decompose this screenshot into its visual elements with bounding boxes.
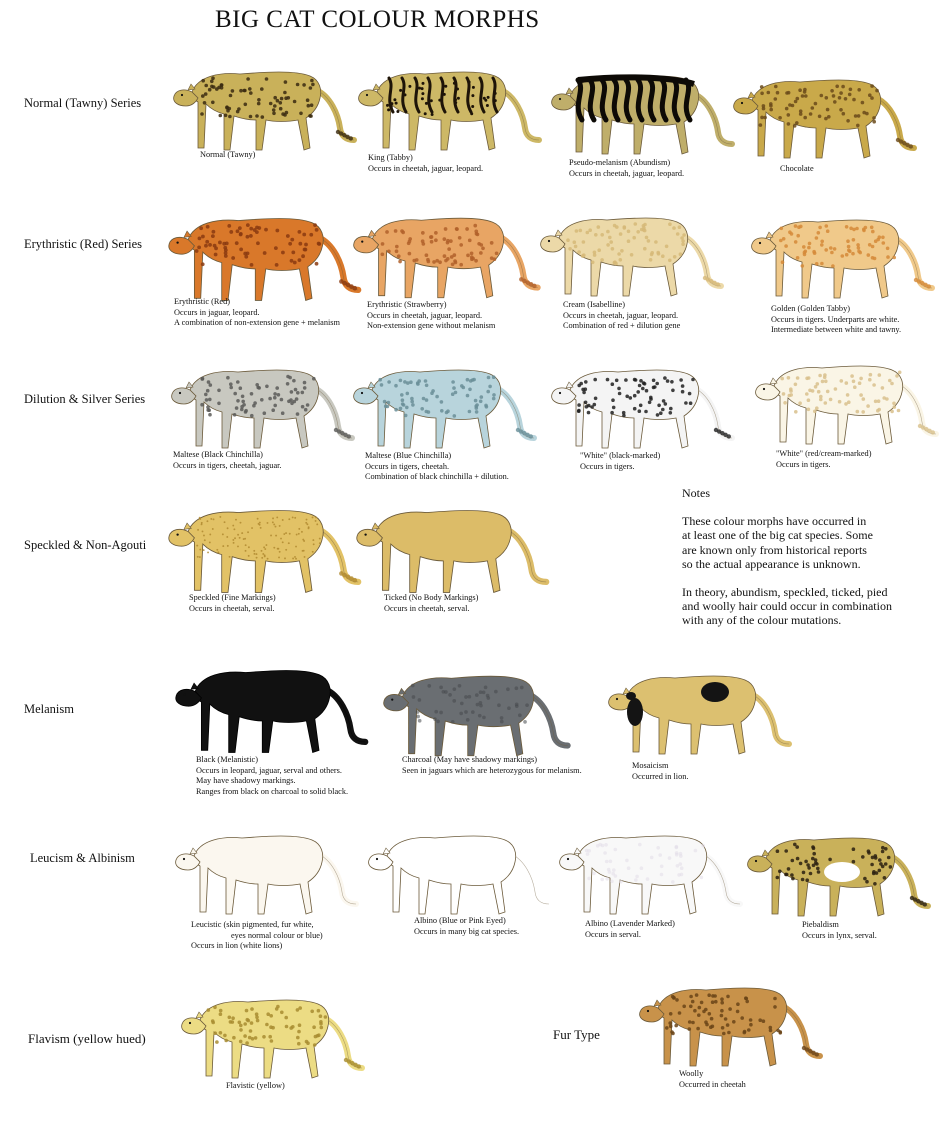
morph-note: Occurs in cheetah, jaguar, leopard. bbox=[563, 310, 679, 320]
morph-name: Normal (Tawny) bbox=[200, 150, 256, 159]
morph-name: King (Tabby) bbox=[368, 153, 413, 162]
morph-name: "White" (red/cream-marked) bbox=[776, 449, 872, 458]
morph-name: Albino (Blue or Pink Eyed) bbox=[414, 916, 506, 925]
morph-note: Occurs in cheetah, serval. bbox=[384, 603, 470, 613]
morph-note: Occurs in tigers. bbox=[580, 461, 635, 471]
cheetah-albino-lavender-icon bbox=[556, 826, 746, 918]
fur-type-label: Fur Type bbox=[553, 1027, 600, 1042]
cheetah-piebald-icon bbox=[744, 828, 934, 920]
morph-card bbox=[730, 70, 920, 162]
morph-name: Pseudo-melanism (Abundism) bbox=[569, 158, 671, 167]
row-label-dilution-series: Dilution & Silver Series bbox=[24, 392, 146, 406]
cheetah-cream-icon bbox=[537, 208, 727, 300]
morph-name: Chocolate bbox=[780, 164, 814, 173]
morph-note: May have shadowy markings. bbox=[196, 776, 296, 785]
morph-note: Combination of black chinchilla + dilution. bbox=[365, 472, 509, 481]
notes-block bbox=[682, 486, 892, 642]
morph-caption bbox=[580, 451, 660, 472]
morph-name: Maltese (Black Chinchilla) bbox=[173, 450, 263, 459]
notes-paragraph-2: In theory, abundism, speckled, ticked, pied and woolly hair could occur in combination with any of the colour mutations. bbox=[682, 585, 892, 628]
morph-caption bbox=[585, 919, 675, 940]
cheetah-erythristic-red-icon bbox=[165, 208, 365, 305]
morph-card bbox=[165, 500, 365, 597]
morph-caption bbox=[174, 297, 340, 329]
row-label-normal-series: Normal (Tawny) Series bbox=[24, 96, 142, 110]
notes-heading: Notes bbox=[682, 486, 710, 500]
morph-card bbox=[748, 210, 938, 302]
morph-caption bbox=[368, 153, 483, 174]
morph-name: Golden (Golden Tabby) bbox=[771, 304, 850, 313]
morph-caption bbox=[802, 920, 877, 941]
cheetah-charcoal-icon bbox=[380, 666, 574, 760]
cheetah-black-icon bbox=[172, 660, 372, 757]
morph-card bbox=[165, 208, 365, 305]
morph-card bbox=[752, 356, 940, 448]
lion-mosaic-icon bbox=[605, 666, 795, 758]
morph-note: Combination of red + dilution gene bbox=[563, 321, 681, 330]
lion-albino-icon bbox=[365, 826, 555, 918]
morph-card bbox=[355, 62, 545, 154]
morph-card bbox=[365, 826, 555, 918]
morph-card bbox=[170, 62, 360, 154]
cheetah-flavistic-icon bbox=[178, 990, 368, 1082]
morph-name: Cream (Isabelline) bbox=[563, 300, 625, 309]
row-label-melanism: Melanism bbox=[24, 702, 74, 716]
morph-caption bbox=[196, 755, 348, 797]
morph-name: Ticked (No Body Markings) bbox=[384, 593, 479, 602]
morph-caption bbox=[780, 164, 814, 175]
morph-caption bbox=[632, 761, 688, 782]
morph-caption bbox=[569, 158, 684, 179]
morph-note: Occurs in tigers. Underparts are white. bbox=[771, 314, 900, 324]
morph-caption bbox=[189, 593, 276, 614]
row-label-leucism-albinism: Leucism & Albinism bbox=[30, 851, 135, 865]
row-label-flavism: Flavism (yellow hued) bbox=[28, 1031, 146, 1046]
morph-name: Maltese (Blue Chinchilla) bbox=[365, 451, 452, 460]
cheetah-normal-icon bbox=[170, 62, 360, 154]
cheetah-strawberry-icon bbox=[350, 208, 544, 302]
notes-paragraph-1: These colour morphs have occurred in at least one of the big cat species. Some are known only from historical reports so the actual appearance is unknown. bbox=[682, 514, 873, 571]
morph-note: Occurs in cheetah, jaguar, leopard. bbox=[569, 168, 685, 178]
morph-name: "White" (black-marked) bbox=[580, 451, 661, 460]
morph-card bbox=[744, 828, 934, 920]
morph-card bbox=[168, 360, 358, 452]
row-label-speckled-series: Speckled & Non-Agouti bbox=[24, 538, 147, 552]
morph-caption bbox=[367, 300, 495, 332]
morph-note: Occurs in tigers, cheetah, jaguar. bbox=[173, 460, 282, 470]
morph-name: Flavistic (yellow) bbox=[226, 1081, 285, 1090]
morph-name: Leucistic (skin pigmented, fur white, bbox=[191, 920, 314, 929]
morph-name: Mosaicism bbox=[632, 761, 669, 770]
morph-caption bbox=[402, 755, 582, 776]
morph-note: Occurs in cheetah, jaguar, leopard. bbox=[368, 163, 484, 173]
morph-card bbox=[636, 978, 826, 1070]
morph-note: Intermediate between white and tawny. bbox=[771, 325, 902, 334]
cheetah-white-black-marked-icon bbox=[548, 360, 738, 452]
morph-note: Occurs in tigers. bbox=[776, 459, 831, 469]
morph-caption bbox=[679, 1069, 746, 1090]
morph-name: Albino (Lavender Marked) bbox=[585, 919, 675, 928]
cheetah-king-icon bbox=[355, 62, 545, 154]
lion-leucistic-icon bbox=[172, 826, 362, 918]
morph-caption bbox=[191, 920, 323, 952]
cheetah-white-cream-marked-icon bbox=[752, 356, 940, 448]
morph-note: Occurs in many big cat species. bbox=[414, 926, 520, 936]
cheetah-maltese-blue-icon bbox=[350, 360, 540, 452]
page-title: BIG CAT COLOUR MORPHS bbox=[215, 6, 540, 33]
cheetah-pseudo-melanism-icon bbox=[548, 66, 738, 158]
cheetah-golden-icon bbox=[748, 210, 938, 302]
morph-caption bbox=[771, 304, 901, 336]
morph-note: Seen in jaguars which are heterozygous for melanism. bbox=[402, 765, 582, 775]
morph-name: Speckled (Fine Markings) bbox=[189, 593, 276, 602]
morph-caption bbox=[414, 916, 519, 937]
morph-card bbox=[605, 666, 795, 758]
morph-caption bbox=[365, 451, 509, 483]
morph-card bbox=[537, 208, 727, 300]
morph-note: Occurs in tigers, cheetah. bbox=[365, 461, 450, 471]
morph-name: Woolly bbox=[679, 1069, 704, 1078]
morph-note: Occurs in cheetah, jaguar, leopard. bbox=[367, 310, 483, 320]
morph-card bbox=[380, 666, 574, 760]
morph-card bbox=[172, 826, 362, 918]
morph-card bbox=[548, 360, 738, 452]
cheetah-speckled-icon bbox=[165, 500, 365, 597]
row-label-erythristic-series: Erythristic (Red) Series bbox=[24, 237, 143, 251]
cheetah-woolly-icon bbox=[636, 978, 826, 1070]
morph-caption bbox=[563, 300, 680, 332]
morph-note: Occurs in leopard, jaguar, serval and others. bbox=[196, 765, 342, 775]
morph-card bbox=[172, 660, 372, 757]
morph-caption bbox=[776, 449, 871, 470]
cheetah-chocolate-icon bbox=[730, 70, 920, 162]
morph-card bbox=[548, 66, 738, 158]
morph-caption bbox=[200, 150, 255, 161]
morph-name: Black (Melanistic) bbox=[196, 755, 258, 764]
morph-name: Erythristic (Strawberry) bbox=[367, 300, 447, 309]
morph-caption bbox=[173, 450, 282, 471]
morph-note: Occurred in lion. bbox=[632, 771, 689, 781]
morph-card bbox=[350, 360, 540, 452]
morph-caption bbox=[384, 593, 478, 614]
morph-card bbox=[350, 208, 544, 302]
morph-name: Piebaldism bbox=[802, 920, 839, 929]
morph-note: Ranges from black on charcoal to solid black. bbox=[196, 786, 349, 796]
morph-note: A combination of non-extension gene + melanism bbox=[174, 318, 340, 327]
morph-name: Charcoal (May have shadowy markings) bbox=[402, 755, 538, 764]
morph-note: Non-extension gene without melanism bbox=[367, 321, 496, 330]
morph-note: Occurs in serval. bbox=[585, 929, 641, 939]
morph-note: eyes normal colour or blue) bbox=[231, 930, 323, 940]
morph-caption bbox=[226, 1081, 285, 1092]
morph-note: Occurs in lion (white lions) bbox=[191, 941, 283, 950]
morph-note: Occurred in cheetah bbox=[679, 1079, 746, 1089]
morph-note: Occurs in cheetah, serval. bbox=[189, 603, 275, 613]
morph-note: Occurs in jaguar, leopard. bbox=[174, 307, 260, 317]
cheetah-maltese-black-icon bbox=[168, 360, 358, 452]
morph-card bbox=[178, 990, 368, 1082]
morph-note: Occurs in lynx, serval. bbox=[802, 930, 877, 940]
morph-card bbox=[353, 500, 553, 597]
cheetah-ticked-icon bbox=[353, 500, 553, 597]
morph-card bbox=[556, 826, 746, 918]
morph-name: Erythristic (Red) bbox=[174, 297, 230, 306]
